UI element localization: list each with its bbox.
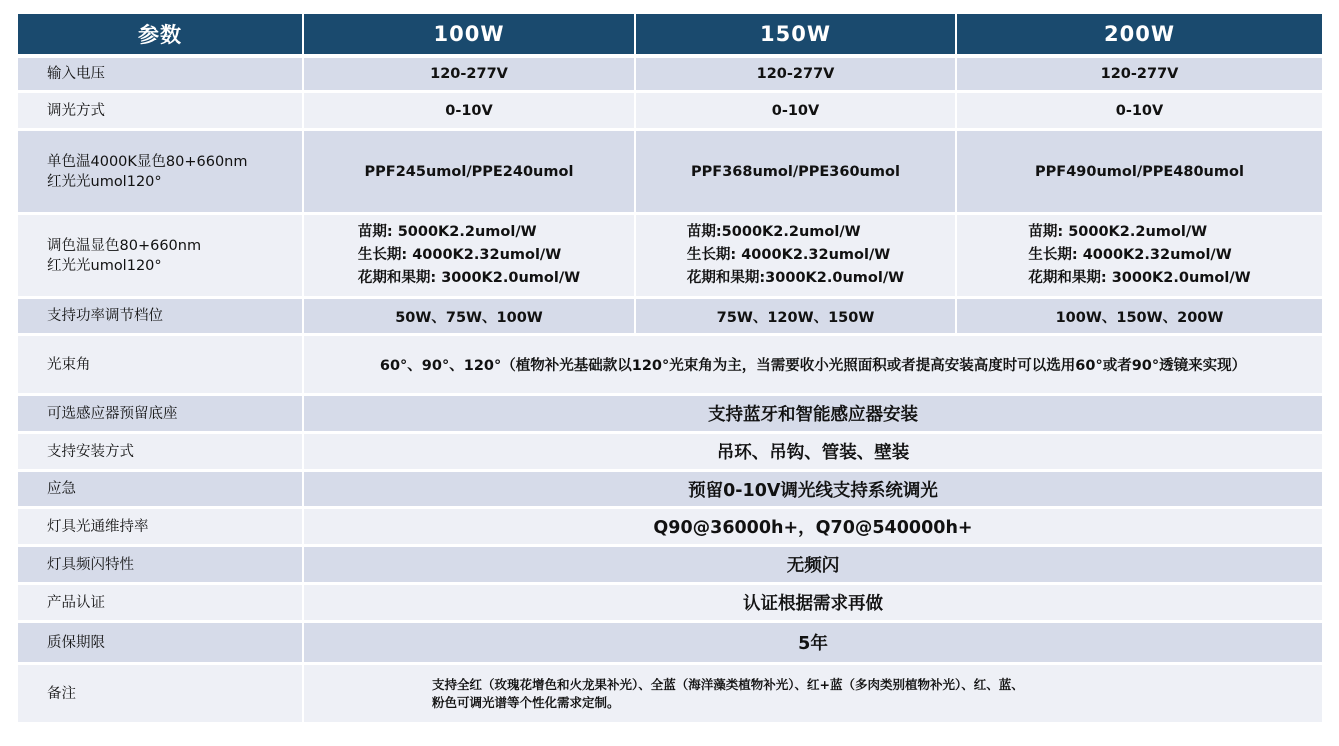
row-label: 光束角 [18, 336, 304, 396]
row-label-line: 红光光umol120° [47, 173, 162, 190]
row-tunable-cct [18, 215, 1322, 299]
stage-line: 生长期: 4000K2.32umol/W [686, 247, 891, 263]
row-label-line: 调色温显色80+660nm [47, 237, 202, 254]
row-single-cct [18, 131, 1322, 215]
row-certification [18, 585, 1322, 623]
header-row [18, 14, 1322, 58]
cell-100w [304, 215, 636, 299]
cell-150w [636, 215, 957, 299]
cell-200w: 100W、150W、200W [957, 299, 1322, 336]
spec-table [18, 14, 1322, 725]
row-flicker [18, 547, 1322, 585]
row-lumen-maintenance [18, 509, 1322, 547]
stage-line: 苗期: 5000K2.2umol/W [1028, 224, 1208, 240]
row-sensor-base [18, 396, 1322, 434]
row-label: 应急 [18, 472, 304, 509]
stage-line: 花期和果期: 3000K2.0umol/W [1028, 270, 1251, 286]
row-input-voltage [18, 58, 1322, 93]
row-label: 灯具频闪特性 [18, 547, 304, 585]
row-label-line: 红光光umol120° [47, 257, 162, 274]
row-notes [18, 665, 1322, 725]
row-warranty [18, 623, 1322, 665]
row-label: 质保期限 [18, 623, 304, 665]
stage-list [358, 221, 580, 290]
stage-line: 生长期: 4000K2.32umol/W [357, 247, 562, 263]
cell-100w: PPF245umol/PPE240umol [304, 131, 636, 215]
row-label: 输入电压 [18, 58, 304, 93]
row-label: 灯具光通维持率 [18, 509, 304, 547]
notes-line: 粉色可调光谱等个性化需求定制。 [432, 694, 620, 710]
stage-line: 苗期: 5000K2.2umol/W [357, 224, 537, 240]
row-label: 调光方式 [18, 93, 304, 131]
stage-line: 花期和果期:3000K2.0umol/W [686, 270, 905, 286]
row-power-steps [18, 299, 1322, 336]
cell-100w: 50W、75W、100W [304, 299, 636, 336]
cell-merged: 5年 [304, 623, 1322, 665]
header-param: 参数 [18, 14, 304, 58]
stage-line: 花期和果期: 3000K2.0umol/W [357, 270, 581, 286]
cell-notes [304, 665, 1322, 725]
cell-150w: PPF368umol/PPE360umol [636, 131, 957, 215]
cell-merged: 预留0-10V调光线支持系统调光 [304, 472, 1322, 509]
row-label: 可选感应器预留底座 [18, 396, 304, 434]
row-label: 支持功率调节档位 [18, 299, 304, 336]
stage-line: 苗期:5000K2.2umol/W [686, 224, 861, 240]
cell-merged: 认证根据需求再做 [304, 585, 1322, 623]
notes-line: 支持全红（玫瑰花增色和火龙果补光）、全蓝（海洋藻类植物补光）、红+蓝（多肉类别植物补光）、红、蓝、 [432, 676, 1024, 692]
row-emergency [18, 472, 1322, 509]
stage-list [1028, 221, 1250, 290]
cell-merged: 无频闪 [304, 547, 1322, 585]
cell-200w [957, 215, 1322, 299]
row-beam-angle [18, 336, 1322, 396]
cell-merged: 支持蓝牙和智能感应器安装 [304, 396, 1322, 434]
stage-list [687, 221, 904, 290]
row-label [18, 215, 304, 299]
row-label: 支持安装方式 [18, 434, 304, 472]
row-mounting [18, 434, 1322, 472]
stage-line: 生长期: 4000K2.32umol/W [1028, 247, 1232, 263]
row-dimming [18, 93, 1322, 131]
cell-merged: Q90@36000h+，Q70@540000h+ [304, 509, 1322, 547]
cell-merged: 60°、90°、120°（植物补光基础款以120°光束角为主，当需要收小光照面积或者提高安装高度时可以选用60°或者90°透镜来实现） [304, 336, 1322, 396]
row-label [18, 131, 304, 215]
cell-200w: 120-277V [957, 58, 1322, 93]
header-200w: 200W [957, 14, 1322, 58]
row-label: 备注 [18, 665, 304, 725]
cell-merged: 吊环、吊钩、管装、壁装 [304, 434, 1322, 472]
cell-150w: 0-10V [636, 93, 957, 131]
cell-200w: 0-10V [957, 93, 1322, 131]
cell-100w: 120-277V [304, 58, 636, 93]
row-label: 产品认证 [18, 585, 304, 623]
cell-150w: 120-277V [636, 58, 957, 93]
cell-150w: 75W、120W、150W [636, 299, 957, 336]
header-150w: 150W [636, 14, 957, 58]
header-100w: 100W [304, 14, 636, 58]
cell-200w: PPF490umol/PPE480umol [957, 131, 1322, 215]
cell-100w: 0-10V [304, 93, 636, 131]
row-label-line: 单色温4000K显色80+660nm [47, 153, 248, 170]
